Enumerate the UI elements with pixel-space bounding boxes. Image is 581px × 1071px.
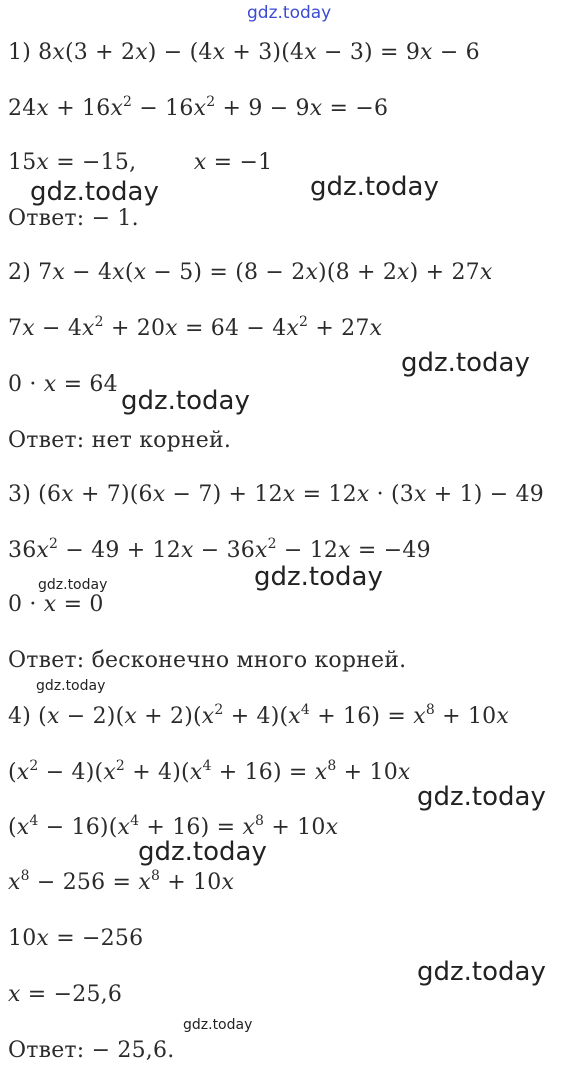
problem-4-step-5: x = −25,6 (8, 982, 123, 1007)
problem-3-equation: 3) (6x + 7)(6x − 7) + 12x = 12x · (3x + 1) − 49 (8, 482, 545, 507)
watermark: gdz.today (254, 562, 383, 592)
problem-1-equation: 1) 8x(3 + 2x) − (4x + 3)(4x − 3) = 9x − 6 (8, 40, 480, 65)
answer-3: Ответ: бесконечно много корней. (8, 648, 407, 673)
watermark: gdz.today (310, 172, 439, 202)
watermark: gdz.today (121, 386, 250, 416)
watermark: gdz.today (30, 177, 159, 207)
watermark: gdz.today (38, 577, 108, 593)
problem-1-step-2: 15x = −15, x = −1 (8, 150, 273, 175)
problem-4-step-2: $(x^4 - 16)(x^4 + 16) = x^8 + 10x$ (8, 813, 339, 840)
watermark: gdz.today (138, 837, 267, 867)
answer-1: Ответ: − 1. (8, 206, 139, 231)
watermark-top: gdz.today (247, 3, 332, 23)
watermark: gdz.today (36, 678, 106, 694)
problem-4-step-4: 10x = −256 (8, 926, 144, 951)
watermark: gdz.today (417, 957, 546, 987)
problem-2-equation: 2) 7x − 4x(x − 5) = (8 − 2x)(8 + 2x) + 27x (8, 260, 493, 285)
problem-4-step-1: $(x^2 - 4)(x^2 + 4)(x^4 + 16) = x^8 + 10x$ (8, 758, 411, 785)
problem-4-step-3: $x^8 - 256 = x^8 + 10x$ (8, 868, 235, 895)
watermark: gdz.today (401, 348, 530, 378)
problem-2-step-1: $7x - 4x^2 + 20x = 64 - 4x^2 + 27x$ (8, 314, 383, 341)
problem-4-equation: 4) $(x - 2)(x + 2)(x^2 + 4)(x^4 + 16) = x^8 + 10x$ (8, 702, 509, 729)
watermark: gdz.today (183, 1017, 253, 1033)
problem-2-step-2: 0 · x = 64 (8, 372, 118, 397)
watermark: gdz.today (417, 782, 546, 812)
problem-3-step-2: 0 · x = 0 (8, 592, 104, 617)
answer-2: Ответ: нет корней. (8, 428, 232, 453)
problem-3-step-1: $36x^2 - 49 + 12x - 36x^2 - 12x = -49$ (8, 536, 431, 563)
problem-1-step-1: $24x + 16x^2 - 16x^2 + 9 - 9x = -6$ (8, 94, 389, 121)
answer-4: Ответ: − 25,6. (8, 1038, 175, 1063)
